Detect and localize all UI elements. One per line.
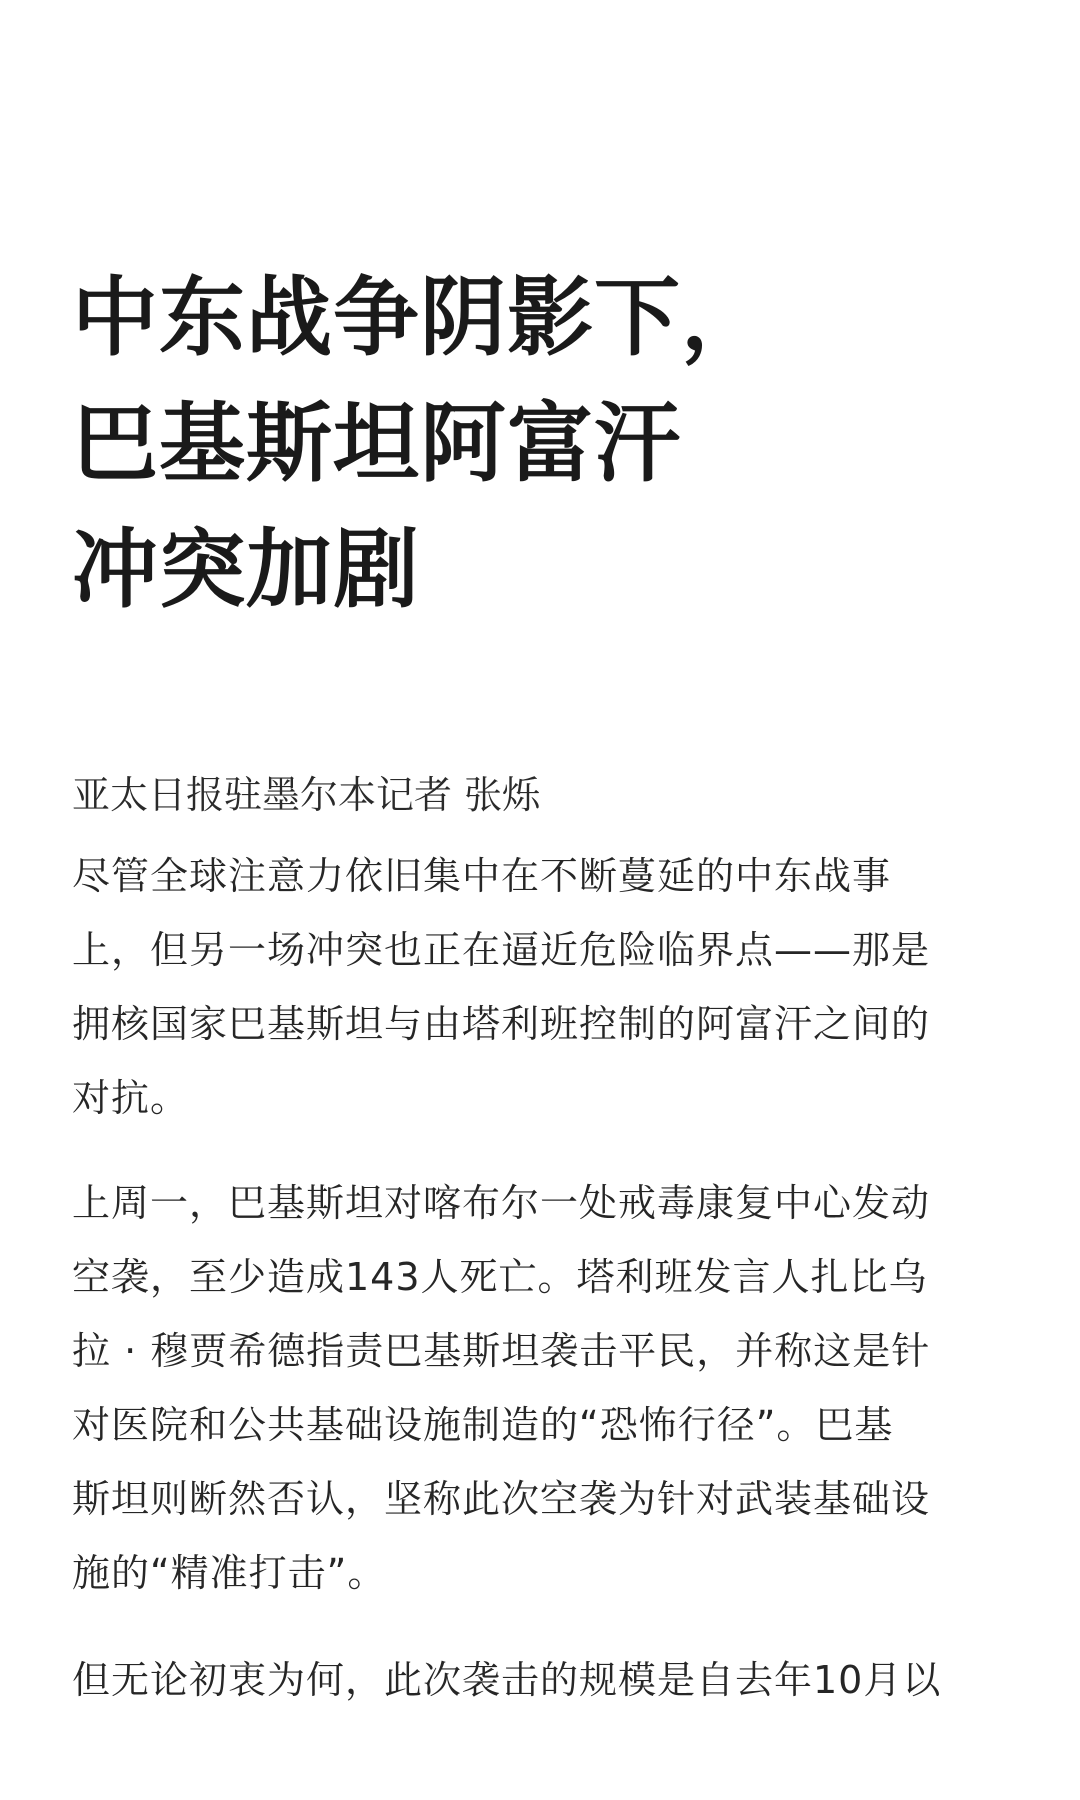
paragraph-line: 上，但另一场冲突也正在逼近危险临界点——那是 [72, 928, 931, 972]
paragraph-line: 拥核国家巴基斯坦与由塔利班控制的阿富汗之间的 [72, 1002, 931, 1046]
paragraph-line: 对医院和公共基础设施制造的“恐怖行径”。巴基 [72, 1403, 894, 1447]
paragraph-line: 对抗。 [72, 1076, 190, 1120]
paragraph-line: 上周一，巴基斯坦对喀布尔一处戒毒康复中心发动 [72, 1181, 931, 1225]
paragraph-1 [72, 839, 930, 1135]
paragraph-3 [72, 1643, 941, 1717]
headline-line: 中东战争阴影下， [72, 268, 768, 368]
headline [72, 255, 1012, 633]
headline-line: 冲突加剧 [72, 520, 420, 620]
article-body [72, 255, 1012, 1702]
headline-line: 巴基斯坦阿富汗 [72, 394, 681, 494]
byline: 亚太日报驻墨尔本记者 张烁 [72, 773, 541, 817]
paragraph-2 [72, 1166, 930, 1610]
paragraph-line: 拉 · 穆贾希德指责巴基斯坦袭击平民，并称这是针 [72, 1329, 931, 1373]
paragraph-line: 尽管全球注意力依旧集中在不断蔓延的中东战事 [72, 854, 892, 898]
paragraph-line: 但无论初衷为何，此次袭击的规模是自去年10月以 [72, 1658, 942, 1702]
paragraph-line: 斯坦则断然否认，坚称此次空袭为针对武装基础设 [72, 1477, 931, 1521]
paragraph-line: 空袭，至少造成143人死亡。塔利班发言人扎比乌 [72, 1255, 928, 1299]
paragraph-line: 施的“精准打击”。 [72, 1551, 387, 1595]
